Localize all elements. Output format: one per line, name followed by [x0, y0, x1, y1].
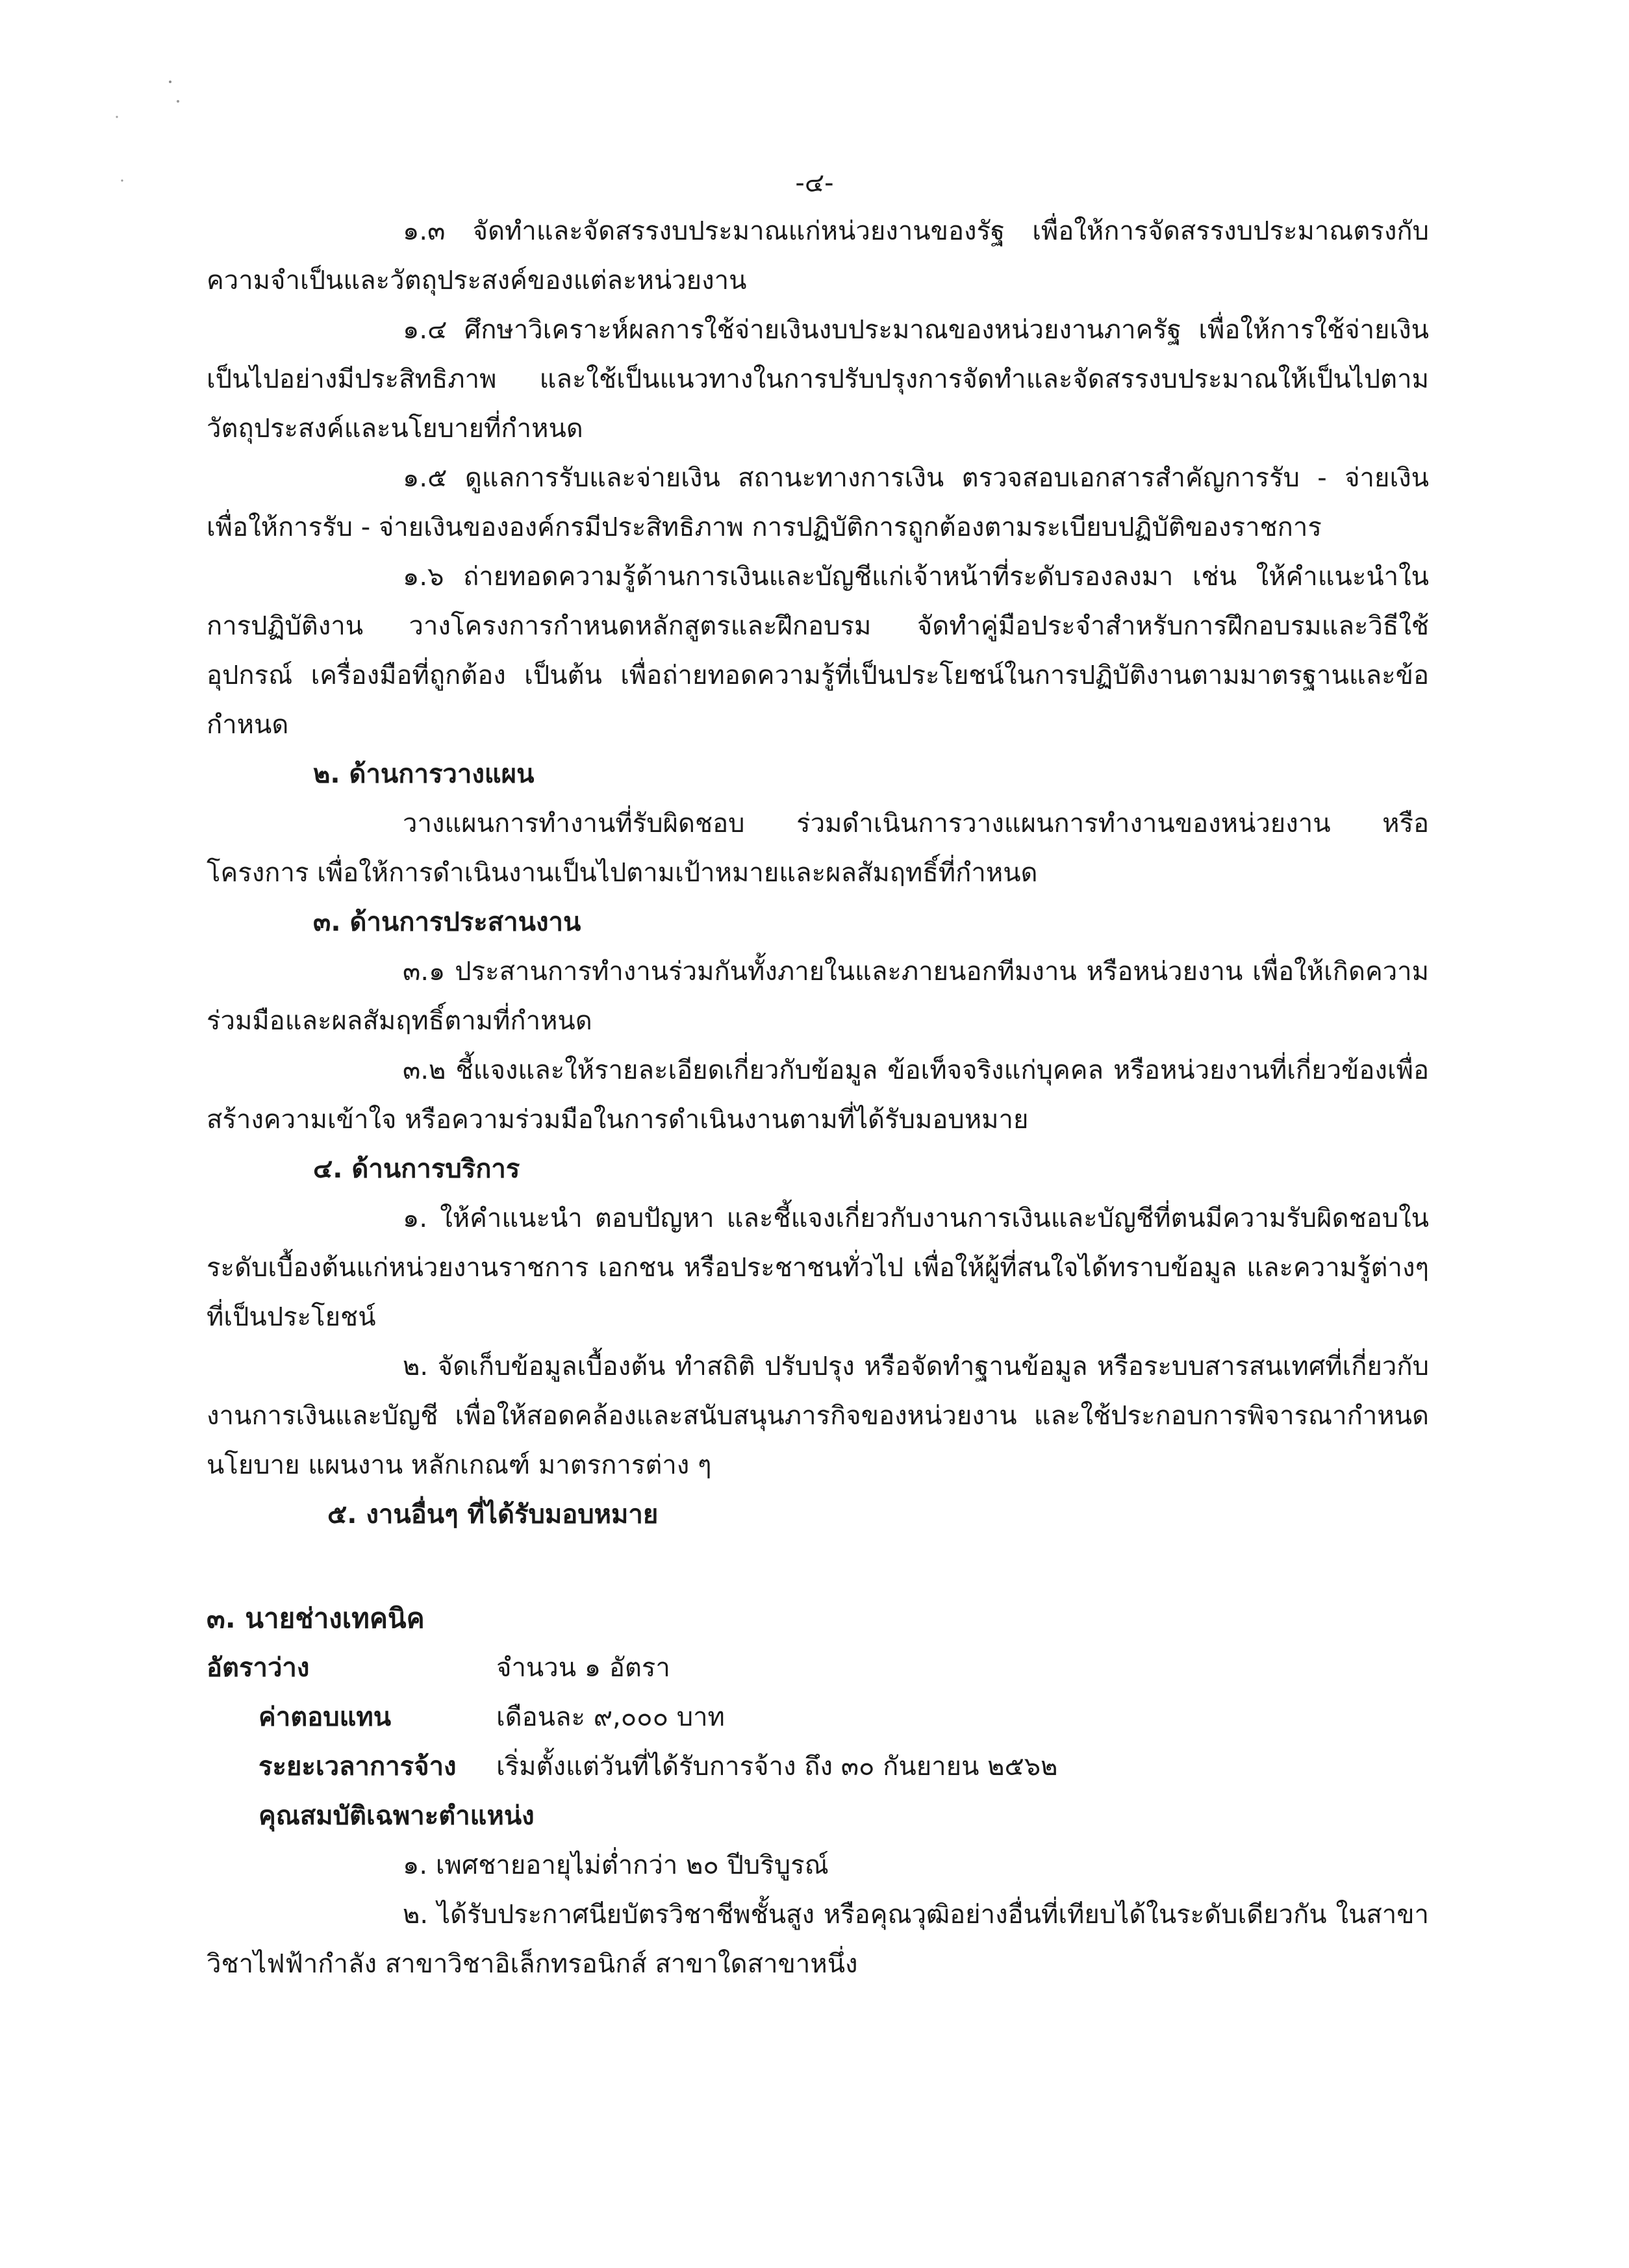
- item-number: ๑.: [403, 1203, 428, 1233]
- qualification-item: [207, 1890, 1429, 1989]
- qualification-item: [207, 1841, 1429, 1890]
- item-number: ๑.๓: [403, 216, 446, 246]
- qualifications-heading: คุณสมบัติเฉพาะตำแหน่ง: [259, 1801, 535, 1831]
- service-item: [207, 1342, 1429, 1490]
- service-item: [207, 1194, 1429, 1342]
- item-number: ๑.๖: [403, 562, 444, 592]
- position-title: ๓. นายช่างเทคนิค: [207, 1602, 425, 1634]
- item-number: ๒.: [403, 1352, 429, 1381]
- coordination-item: [207, 947, 1429, 1046]
- section-heading-other: ๕. งานอื่นๆ ที่ได้รับมอบหมาย: [327, 1500, 659, 1530]
- spacer: [207, 1539, 1429, 1594]
- item-text: ให้คำแนะนำ ตอบปัญหา และชี้แจงเกี่ยวกับงานการเงินและบัญชีที่ตนมีความรับผิดชอบในระดับเบื้องต้นแก่หน่วยงานราชการ เอกชน หรือประชาชนทั่วไป เพื่อให้ผู้ที่สนใจได้ทราบข้อมูล และความรู้ต่างๆ ที่เป็นประโยชน์: [207, 1203, 1429, 1332]
- item-text: ได้รับประกาศนียบัตรวิชาชีพชั้นสูง หรือคุณวุฒิอย่างอื่นที่เทียบได้ในระดับเดียวกัน ในสาขาวิชาไฟฟ้ากำลัง สาขาวิชาอิเล็กทรอนิกส์ สาขาใดสาขาหนึ่ง: [207, 1900, 1430, 1979]
- vacancy-label: อัตราว่าง: [207, 1653, 310, 1683]
- coordination-item: [207, 1046, 1429, 1144]
- item-number: ๑.๕: [403, 463, 448, 493]
- document-body: [207, 207, 1429, 1989]
- item-text: เพศชายอายุไม่ต่ำกว่า ๒๐ ปีบริบูรณ์: [435, 1850, 829, 1880]
- item-text: ประสานการทำงานร่วมกันทั้งภายในและภายนอกทีมงาน หรือหน่วยงาน เพื่อให้เกิดความร่วมมือและผลสัมฤทธิ์ตามที่กำหนด: [207, 957, 1429, 1036]
- finance-item: [207, 552, 1429, 750]
- item-text: ดูแลการรับและจ่ายเงิน สถานะทางการเงิน ตรวจสอบเอกสารสำคัญการรับ - จ่ายเงิน เพื่อให้การรับ - จ่ายเงินขององค์กรมีประสิทธิภาพ การปฏิบัติการถูกต้องตามระเบียบปฏิบัติของราชการ: [207, 463, 1429, 542]
- item-number: ๑.: [403, 1850, 428, 1880]
- section-heading-coordination: ๓. ด้านการประสานงาน: [313, 907, 581, 937]
- period-row: [207, 1742, 1429, 1791]
- pay-value: เดือนละ ๙,๐๐๐ บาท: [496, 1702, 725, 1732]
- item-number: ๓.๒: [403, 1055, 446, 1085]
- planning-text: วางแผนการทำงานที่รับผิดชอบ ร่วมดำเนินการวางแผนการทำงานของหน่วยงาน หรือโครงการ เพื่อให้การดำเนินงานเป็นไปตามเป้าหมายและผลสัมฤทธิ์ที่กำหนด: [207, 809, 1429, 888]
- item-number: ๓.๑: [403, 957, 446, 987]
- vacancy-value: จำนวน ๑ อัตรา: [496, 1653, 670, 1683]
- item-text: จัดเก็บข้อมูลเบื้องต้น ทำสถิติ ปรับปรุง หรือจัดทำฐานข้อมูล หรือระบบสารสนเทศที่เกี่ยวกับงานการเงินและบัญชี เพื่อให้สอดคล้องและสนับสนุนภารกิจของหน่วยงาน และใช้ประกอบการพิจารณากำหนดนโยบาย แผนงาน หลักเกณฑ์ มาตรการต่าง ๆ: [207, 1352, 1429, 1480]
- item-number: ๒.: [403, 1900, 429, 1930]
- section-heading-service: ๔. ด้านการบริการ: [313, 1154, 520, 1184]
- item-text: ศึกษาวิเคราะห์ผลการใช้จ่ายเงินงบประมาณของหน่วยงานภาครัฐ เพื่อให้การใช้จ่ายเงินเป็นไปอย่างมีประสิทธิภาพ และใช้เป็นแนวทางในการปรับปรุงการจัดทำและจัดสรรงบประมาณให้เป็นไปตามวัตถุประสงค์และนโยบายที่กำหนด: [207, 315, 1430, 444]
- section-heading-planning: ๒. ด้านการวางแผน: [313, 759, 535, 789]
- item-text: ถ่ายทอดความรู้ด้านการเงินและบัญชีแก่เจ้าหน้าที่ระดับรองลงมา เช่น ให้คำแนะนำในการปฏิบัติงาน วางโครงการกำหนดหลักสูตรและฝึกอบรม จัดทำคู่มือประจำสำหรับการฝึกอบรมและวิธีใช้อุปกรณ์ เครื่องมือที่ถูกต้อง เป็นต้น เพื่อถ่ายทอดความรู้ที่เป็นประโยชน์ในการปฏิบัติงานตามมาตรฐานและข้อกำหนด: [207, 562, 1430, 740]
- period-label: ระยะเวลาการจ้าง: [259, 1752, 457, 1782]
- finance-item: [207, 305, 1429, 453]
- period-value: เริ่มตั้งแต่วันที่ได้รับการจ้าง ถึง ๓๐ กันยายน ๒๕๖๒: [496, 1752, 1058, 1782]
- item-text: ชี้แจงและให้รายละเอียดเกี่ยวกับข้อมูล ข้อเท็จจริงแก่บุคคล หรือหน่วยงานที่เกี่ยวข้องเพื่อสร้างความเข้าใจ หรือความร่วมมือในการดำเนินงานตามที่ได้รับมอบหมาย: [207, 1055, 1430, 1135]
- item-number: ๑.๔: [403, 315, 448, 345]
- vacancy-row: [207, 1643, 1429, 1693]
- finance-item: [207, 207, 1429, 305]
- finance-item: [207, 453, 1429, 552]
- pay-label: ค่าตอบแทน: [259, 1702, 392, 1732]
- item-text: จัดทำและจัดสรรงบประมาณแก่หน่วยงานของรัฐ เพื่อให้การจัดสรรงบประมาณตรงกับความจำเป็นและวัตถุประสงค์ของแต่ละหน่วยงาน: [207, 216, 1429, 296]
- page-number: -๔-: [795, 168, 834, 198]
- pay-row: [207, 1693, 1429, 1742]
